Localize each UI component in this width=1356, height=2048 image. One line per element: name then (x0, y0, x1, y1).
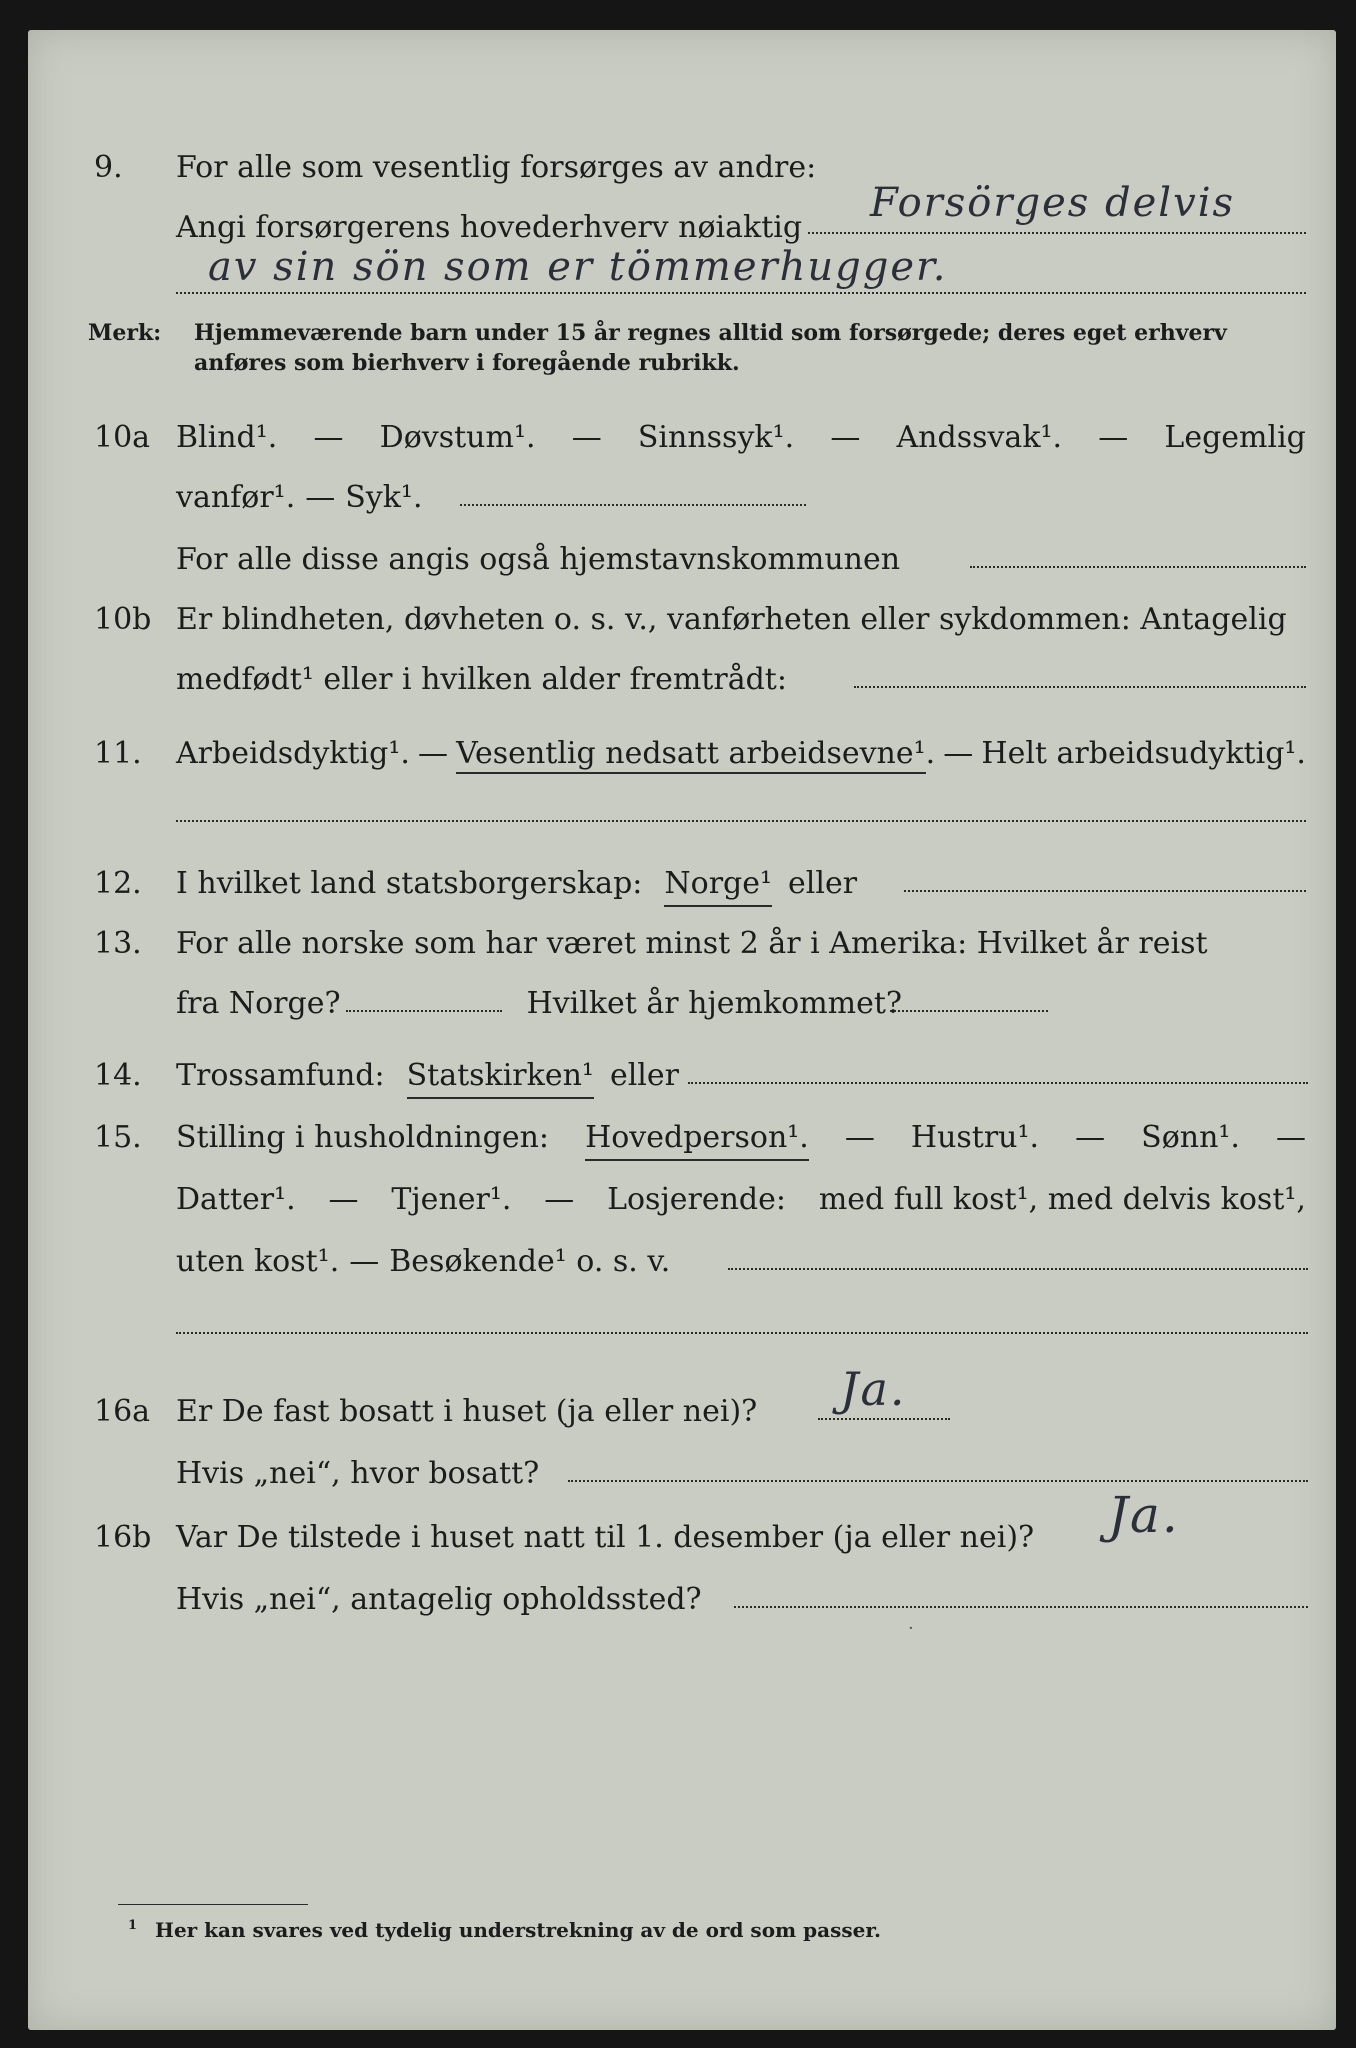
option-statskirken-underlined[interactable]: Statskirken¹ (407, 1056, 594, 1099)
option-hustru[interactable]: Hustru¹. (910, 1120, 1040, 1155)
merk-note (28, 318, 1336, 382)
q9-handwritten-answer-2: av sin sön som er tömmerhugger. (208, 244, 948, 290)
q16a-bosatt-prompt: Hvis „nei“, hvor bosatt? (176, 1456, 540, 1491)
q9-question: For alle som vesentlig forsørges av andre: (176, 150, 817, 185)
option-losjerende[interactable]: Losjerende: (607, 1182, 786, 1217)
q15-answer-line-1[interactable] (728, 1268, 1308, 1270)
option-hovedperson-underlined[interactable]: Hovedperson¹. (585, 1118, 809, 1161)
dash: — (571, 420, 602, 455)
q10a-line3 (28, 540, 1336, 580)
q15-number: 15. (94, 1120, 142, 1155)
q12-number: 12. (94, 866, 142, 901)
q16b-line2 (28, 1580, 1336, 1620)
q10b-answer-line[interactable] (854, 686, 1306, 688)
dash: — (418, 736, 449, 771)
q14-question: Trossamfund: (176, 1058, 385, 1093)
q9-answer-line-2[interactable] (176, 292, 1306, 294)
footnote (128, 1918, 881, 1942)
q16a-line1 (28, 1392, 1336, 1432)
q12-eller: eller (788, 866, 858, 901)
dash: — (844, 1120, 875, 1155)
ink-speck: · (908, 1618, 914, 1639)
dash: — (349, 1244, 380, 1279)
q15-prompt: Stilling i husholdningen: (176, 1120, 550, 1155)
option-sonn[interactable]: Sønn¹. (1141, 1120, 1240, 1155)
option-legemlig[interactable]: Legemlig (1164, 420, 1306, 455)
q15-line2 (28, 1180, 1336, 1220)
q13-number: 13. (94, 926, 142, 961)
footnote-text: Her kan svares ved tydelig understrekning av de ord som passer. (155, 1918, 882, 1942)
q15-answer-line-2[interactable] (176, 1332, 1308, 1334)
q16b-handwritten-answer: Ja. (1108, 1486, 1180, 1544)
q9-number: 9. (94, 150, 123, 185)
q9-prompt: Angi forsørgerens hovederhverv nøiaktig (176, 210, 803, 245)
merk-text: Hjemmeværende barn under 15 år regnes alltid som forsørgede; deres eget erhverv anføres som bierhverv i foregående rubrikk. (194, 320, 1227, 376)
q11-line1 (28, 734, 1336, 774)
option-vanfor[interactable]: vanfør¹. (176, 480, 296, 515)
q10b-line2 (28, 660, 1336, 700)
q16b-opholdssted-prompt: Hvis „nei“, antagelig opholdssted? (176, 1582, 702, 1617)
option-norge-underlined[interactable]: Norge¹ (664, 864, 772, 907)
q10b-question: Er blindheten, døvheten o. s. v., vanførheten eller sykdommen: Antagelig (176, 602, 1287, 637)
q10b-number: 10b (94, 602, 152, 637)
q14-number: 14. (94, 1058, 142, 1093)
footnote-mark: 1 (128, 1918, 138, 1934)
census-form-page (28, 30, 1336, 2030)
q10b-line1 (28, 600, 1336, 640)
dash: — (544, 1182, 575, 1217)
q10a-hjemstavn-answer-line[interactable] (970, 566, 1306, 568)
option-dovstum[interactable]: Døvstum¹. (379, 420, 536, 455)
option-datter[interactable]: Datter¹. (176, 1182, 296, 1217)
q16b-number: 16b (94, 1520, 152, 1555)
q11-answer-line[interactable] (176, 820, 1306, 822)
option-sinnssyk[interactable]: Sinnssyk¹. (637, 420, 795, 455)
period: . (925, 736, 936, 771)
q10a-line1 (28, 418, 1336, 458)
q14-line (28, 1056, 1336, 1096)
q15-line3 (28, 1242, 1336, 1282)
q10a-line2 (28, 478, 1336, 518)
dash: — (943, 736, 974, 771)
q16a-number: 16a (94, 1394, 151, 1429)
q12-line (28, 864, 1336, 904)
q16b-question: Var De tilstede i huset natt til 1. desember (ja eller nei)? (176, 1520, 1035, 1555)
q13-hjemkommet-answer-line[interactable] (890, 1010, 1048, 1012)
option-tjener[interactable]: Tjener¹. (391, 1182, 512, 1217)
q14-answer-line[interactable] (688, 1082, 1308, 1084)
option-vesentlig-nedsatt-underlined[interactable]: Vesentlig nedsatt arbeidsevne¹ (456, 736, 926, 774)
dash: — (305, 480, 336, 515)
q13-reist-prompt: fra Norge? (176, 986, 341, 1021)
merk-label: Merk: (88, 320, 162, 346)
q13-line1 (28, 924, 1336, 964)
option-andssvak[interactable]: Andssvak¹. (896, 420, 1063, 455)
option-arbeidsdyktig[interactable]: Arbeidsdyktig¹. (176, 736, 410, 771)
q10b-prompt: medfødt¹ eller i hvilken alder fremtrådt: (176, 662, 787, 697)
dash: — (313, 420, 344, 455)
q12-question: I hvilket land statsborgerskap: (176, 866, 643, 901)
q16a-handwritten-answer: Ja. (840, 1362, 907, 1416)
q13-hjemkommet-prompt: Hvilket år hjemkommet? (526, 986, 903, 1021)
dash: — (830, 420, 861, 455)
q13-line2 (28, 984, 1336, 1024)
q16a-question: Er De fast bosatt i huset (ja eller nei)? (176, 1394, 758, 1429)
q14-eller: eller (609, 1058, 679, 1093)
q13-reist-answer-line[interactable] (346, 1010, 502, 1012)
q12-answer-line[interactable] (904, 890, 1306, 892)
footnote-rule (118, 1904, 308, 1905)
q10a-hjemstavn-prompt: For alle disse angis også hjemstavnskommunen (176, 542, 901, 577)
option-syk[interactable]: Syk¹. (345, 480, 423, 515)
q13-question: For alle norske som har været minst 2 år i Amerika: Hvilket år reist (176, 926, 1208, 961)
q16b-opholdssted-answer-line[interactable] (734, 1606, 1308, 1608)
option-kost[interactable]: med full kost¹, med delvis kost¹, (818, 1182, 1306, 1217)
option-helt-arbeidsudyktig[interactable]: Helt arbeidsudyktig¹. (981, 736, 1306, 771)
q16a-answer-line[interactable] (818, 1418, 950, 1420)
option-blind[interactable]: Blind¹. (176, 420, 278, 455)
dash: — (1075, 1120, 1106, 1155)
q11-number: 11. (94, 736, 142, 771)
q10a-number: 10a (94, 420, 151, 455)
dash: — (1276, 1120, 1306, 1155)
dash: — (328, 1182, 359, 1217)
option-uten-kost[interactable]: uten kost¹. (176, 1244, 340, 1279)
q9-handwritten-answer-1: Forsörges delvis (870, 180, 1236, 226)
q9-answer-line-1[interactable] (808, 232, 1306, 234)
q15-line1 (28, 1118, 1336, 1158)
q16a-bosatt-answer-line[interactable] (568, 1480, 1308, 1482)
q10a-syk-answer-line[interactable] (460, 504, 806, 506)
option-besokende[interactable]: Besøkende¹ o. s. v. (389, 1244, 671, 1279)
dash: — (1098, 420, 1129, 455)
